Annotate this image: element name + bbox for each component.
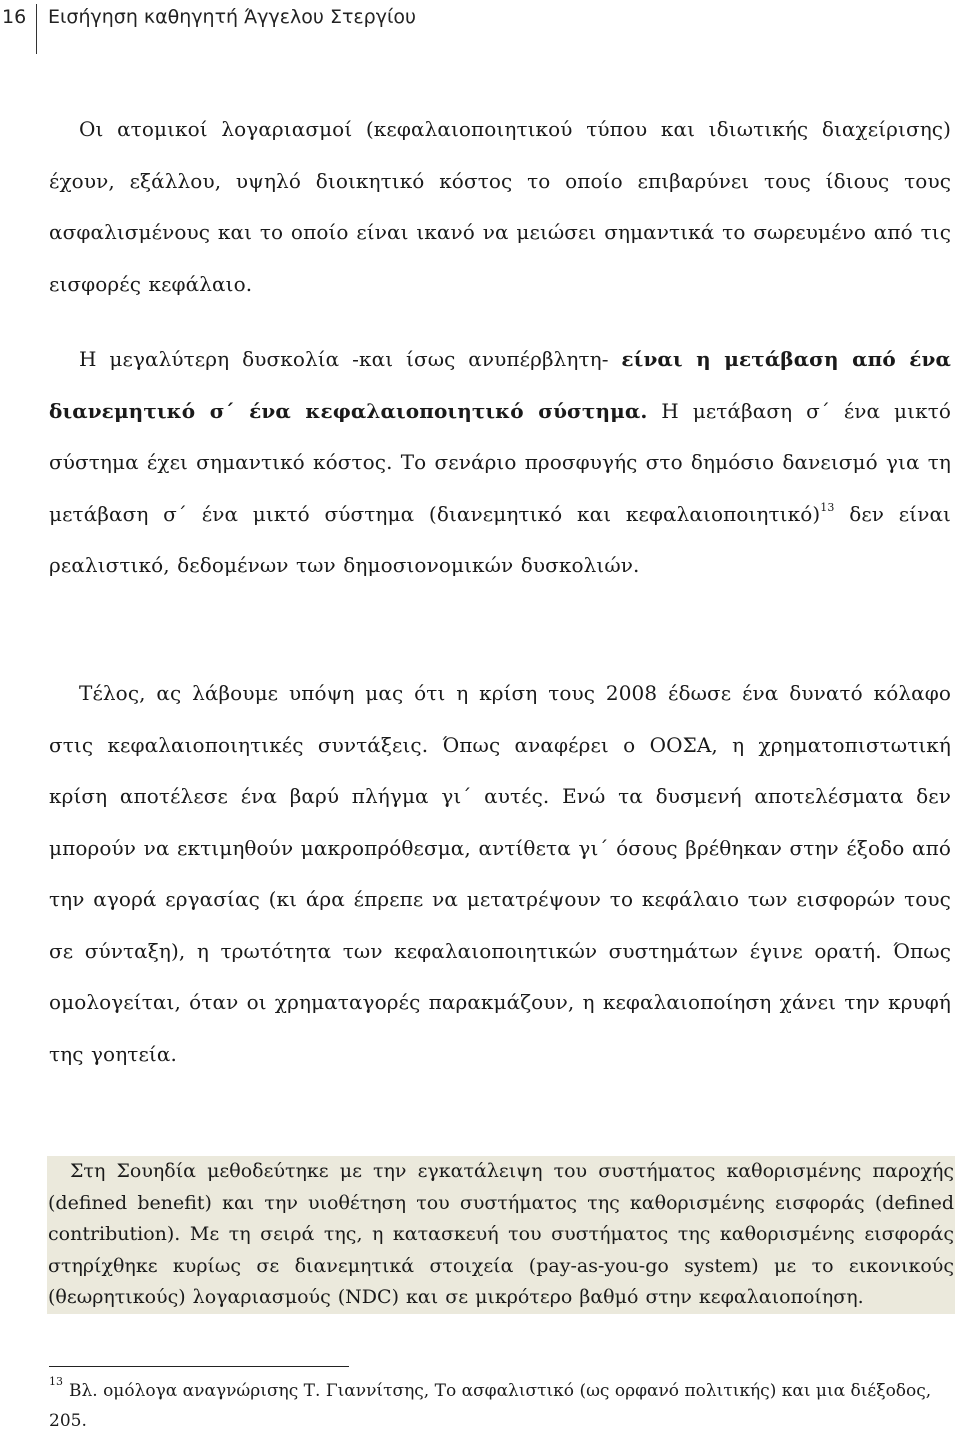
paragraph-2-text-end: δεν είναι ρεαλιστικό, δεδομένων των δημοσιονομικών δυσκολιών. xyxy=(49,501,951,577)
paragraph-transition-difficulty xyxy=(49,334,951,592)
page-number: 16 xyxy=(2,6,27,28)
footnote xyxy=(49,1376,939,1436)
footnote-divider xyxy=(49,1366,349,1367)
paragraph-2-text-middle: Η μετάβαση σ΄ ένα μικτό σύστημα έχει σημαντικό κόστος. Το σενάριο προσφυγής στο δημόσιο δανεισμό για τη μετάβαση σ΄ ένα μικτό σύστημα (διανεμητικό και κεφαλαιοποιητικό) xyxy=(49,398,951,526)
paragraph-individual-accounts xyxy=(49,104,951,310)
sweden-note-text: Στη Σουηδία μεθοδεύτηκε με την εγκατάλειψη του συστήματος καθορισμένης παροχής (defined benefit) και την υιοθέτηση του συστήματος της καθορισμένης εισφοράς (defined contribution). Με τη σειρά της, η κατασκευή του συστήματος της καθορισμένης εισφοράς στηρίχθηκε κυρίως σε διανεμητικά στοιχεία (pay-as-you-go system) με το εικονικούς (θεωρητικούς) λογαριασμούς (NDC) και σε μικρότερο βαθμό στην κεφαλαιοποίηση. xyxy=(48,1160,954,1308)
footnote-text: Βλ. ομόλογα αναγνώρισης Τ. Γιαννίτσης, Το ασφαλιστικό (ως ορφανό πολιτικής) και μια διέξοδος, 205. xyxy=(49,1381,932,1431)
running-title: Εισήγηση καθηγητή Άγγελου Στεργίου xyxy=(48,6,417,28)
page-header xyxy=(0,4,900,54)
paragraph-3-text: Τέλος, ας λάβουμε υπόψη μας ότι η κρίση τους 2008 έδωσε ένα δυνατό κόλαφο στις κεφαλαιοποιητικές συντάξεις. Όπως αναφέρει ο ΟΟΣΑ, η χρηματοπιστωτική κρίση αποτέλεσε ένα βαρύ πλήγμα γι΄ αυτές. Ενώ τα δυσμενή αποτελέσματα δεν μπορούν να εκτιμηθούν μακροπρόθεσμα, αντίθετα γι΄ όσους βρέθηκαν στην έξοδο από την αγορά εργασίας (κι άρα έπρεπε να μετατρέψουν το κεφάλαιο των εισφορών τους σε σύνταξη), η τρωτότητα των κεφαλαιοποιητικών συστημάτων έγινε ορατή. Όπως ομολογείται, όταν οι χρηματαγορές παρακμάζουν, η κεφαλαιοποίηση χάνει την κρυφή της γοητεία. xyxy=(49,681,951,1066)
paragraph-2-text-start: Η μεγαλύτερη δυσκολία -και ίσως ανυπέρβλητη- xyxy=(79,347,622,371)
paragraph-1-text: Οι ατομικοί λογαριασμοί (κεφαλαιοποιητικού τύπου και ιδιωτικής διαχείρισης) έχουν, εξάλλου, υψηλό διοικητικό κόστος το οποίο επιβαρύνει τους ίδιους τους ασφαλισμένους και το οποίο είναι ικανό να μειώσει σημαντικά το σωρευμένο από τις εισφορές κεφάλαιο. xyxy=(49,117,951,296)
footnote-reference[interactable]: 13 xyxy=(820,500,835,514)
sweden-note-box xyxy=(47,1156,955,1314)
footnote-number: 13 xyxy=(49,1375,63,1389)
header-divider xyxy=(36,4,37,54)
paragraph-crisis-2008 xyxy=(49,668,951,1080)
paragraph-2-bold-text: είναι η μετάβαση από ένα διανεμητικό σ΄ ένα κεφαλαιοποιητικό σύστημα. xyxy=(49,347,951,423)
